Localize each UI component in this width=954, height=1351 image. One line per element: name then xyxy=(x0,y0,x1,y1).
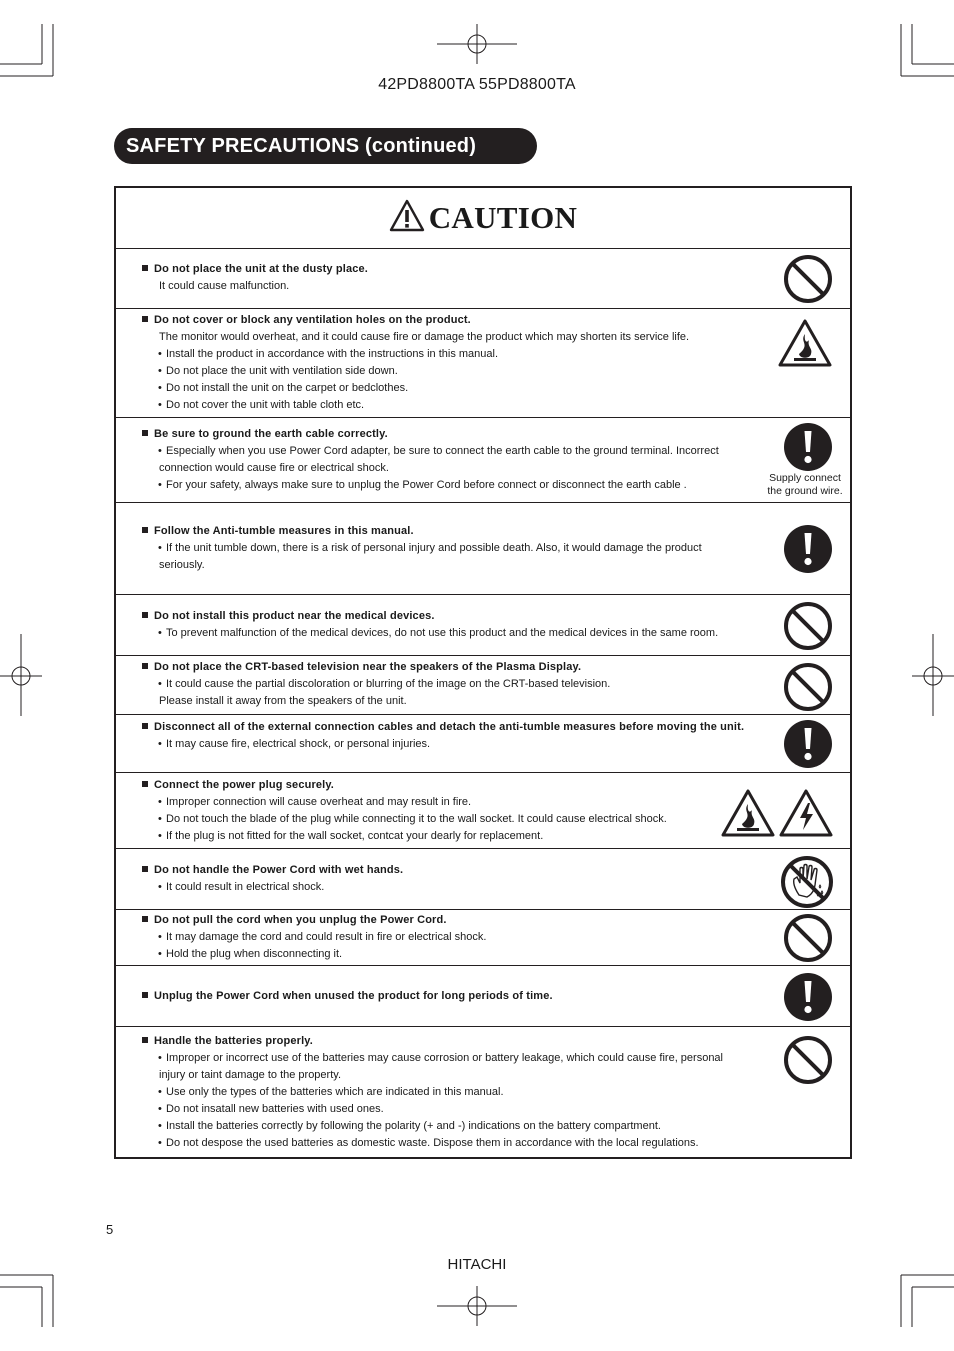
section-line: • Do not cover the unit with table cloth etc. xyxy=(142,397,752,414)
section-line: • Install the product in accordance with the instructions in this manual. xyxy=(142,346,752,363)
section-title: Do not install this product near the medical devices. xyxy=(154,610,435,622)
section-line: • To prevent malfunction of the medical devices, do not use this product and the medical devices in the same room. xyxy=(142,625,752,642)
fire-hazard-icon xyxy=(720,788,776,838)
section-title: Be sure to ground the earth cable correctly. xyxy=(154,428,388,440)
mandatory-action-icon xyxy=(783,524,833,574)
section-line: • For your safety, always make sure to unplug the Power Cord before connect or disconnect the earth cable . xyxy=(142,477,752,494)
section-title: Do not handle the Power Cord with wet hands. xyxy=(154,864,404,876)
section-line: • It may cause fire, electrical shock, or personal injuries. xyxy=(142,736,752,753)
section-title: Do not cover or block any ventilation holes on the product. xyxy=(154,314,471,326)
caution-section xyxy=(116,503,850,595)
section-title: Disconnect all of the external connection cables and detach the anti-tumble measures before moving the unit. xyxy=(154,721,745,733)
section-line: • Hold the plug when disconnecting it. xyxy=(142,946,752,963)
caution-section xyxy=(116,773,850,849)
prohibition-icon xyxy=(783,1035,833,1085)
section-title: Do not pull the cord when you unplug the Power Cord. xyxy=(154,914,447,926)
caution-section xyxy=(116,910,850,966)
caution-section xyxy=(116,715,850,773)
section-line: seriously. xyxy=(159,559,205,571)
section-banner: SAFETY PRECAUTIONS (continued) xyxy=(114,128,537,164)
fire-hazard-icon xyxy=(777,318,833,368)
electric-shock-icon xyxy=(778,788,834,838)
section-line: injury or taint damage to the property. xyxy=(159,1069,342,1081)
section-line: • It could result in electrical shock. xyxy=(142,879,752,896)
caution-box xyxy=(114,186,852,1159)
mandatory-action-icon xyxy=(783,972,833,1022)
caution-section xyxy=(116,309,850,418)
caution-section xyxy=(116,418,850,503)
prohibition-icon xyxy=(783,254,833,304)
caution-section xyxy=(116,966,850,1027)
mandatory-action-icon xyxy=(783,422,833,472)
caution-heading xyxy=(116,188,850,249)
section-line: • Do not place the unit with ventilation side down. xyxy=(142,363,752,380)
model-number: 42PD8800TA 55PD8800TA xyxy=(378,76,576,93)
section-line: • Do not touch the blade of the plug while connecting it to the wall socket. It could cause electrical shock. xyxy=(142,811,710,828)
section-line: • Do not despose the used batteries as domestic waste. Dispose them in accordance with the local regulations. xyxy=(142,1135,752,1152)
section-line: Please install it away from the speakers of the unit. xyxy=(159,695,407,707)
mandatory-action-icon xyxy=(783,719,833,769)
caution-section xyxy=(116,656,850,715)
section-line: It could cause malfunction. xyxy=(159,280,290,292)
section-title: Unplug the Power Cord when unused the product for long periods of time. xyxy=(154,990,553,1002)
icon-caption: Supply connect the ground wire. xyxy=(767,472,843,497)
section-line: • If the plug is not fitted for the wall socket, contcat your dearly for replacement. xyxy=(142,828,710,845)
section-line: • Improper or incorrect use of the batteries may cause corrosion or battery leakage, which could cause fire, personal xyxy=(142,1050,752,1067)
section-line: • It may damage the cord and could result in fire or electrical shock. xyxy=(142,929,752,946)
section-title: Handle the batteries properly. xyxy=(154,1035,313,1047)
caution-section xyxy=(116,849,850,910)
caution-section xyxy=(116,1027,850,1157)
section-line: • If the unit tumble down, there is a risk of personal injury and possible death. Also, it would damage the product xyxy=(142,540,752,557)
warning-triangle-icon xyxy=(389,199,425,237)
caution-section xyxy=(116,249,850,309)
no-wet-hands-icon xyxy=(780,855,834,909)
caution-title: CAUTION xyxy=(428,200,578,235)
section-line: • Especially when you use Power Cord adapter, be sure to connect the earth cable to the ground terminal. Incorrect xyxy=(142,443,752,460)
section-title: Do not place the unit at the dusty place. xyxy=(154,263,368,275)
prohibition-icon xyxy=(783,662,833,712)
section-line: connection would cause fire or electrical shock. xyxy=(159,462,389,474)
section-title: Connect the power plug securely. xyxy=(154,779,335,791)
caution-section xyxy=(116,595,850,656)
section-line: • It could cause the partial discoloration or blurring of the image on the CRT-based television. xyxy=(142,676,752,693)
section-line: • Improper connection will cause overheat and may result in fire. xyxy=(142,794,710,811)
section-line: • Install the batteries correctly by following the polarity (+ and -) indications on the battery compartment. xyxy=(142,1118,752,1135)
section-line: The monitor would overheat, and it could cause fire or damage the product which may shorten its service life. xyxy=(159,331,690,343)
page-number: 5 xyxy=(106,1222,114,1237)
brand-name: HITACHI xyxy=(447,1256,507,1273)
section-title: Follow the Anti-tumble measures in this manual. xyxy=(154,525,414,537)
section-line: • Do not insatall new batteries with used ones. xyxy=(142,1101,752,1118)
section-line: • Do not install the unit on the carpet or bedclothes. xyxy=(142,380,752,397)
section-line: • Use only the types of the batteries which are indicated in this manual. xyxy=(142,1084,752,1101)
prohibition-icon xyxy=(783,601,833,651)
section-title: Do not place the CRT-based television near the speakers of the Plasma Display. xyxy=(154,661,582,673)
prohibition-icon xyxy=(783,913,833,963)
